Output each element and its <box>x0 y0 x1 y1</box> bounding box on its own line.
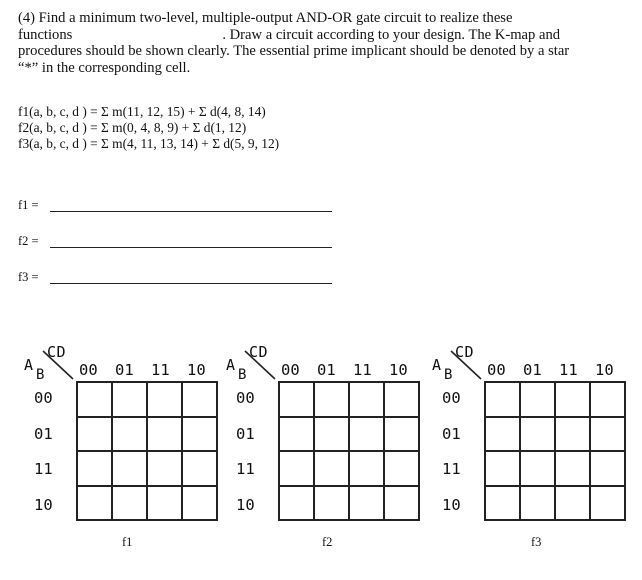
answer-f2-label: f2 = <box>18 234 39 248</box>
function-f3: f3(a, b, c, d ) = Σ m(4, 11, 13, 14) + Σ d(5, 9, 12) <box>18 136 280 151</box>
kmap-a-label: A <box>432 356 442 374</box>
kmap-cell[interactable] <box>315 383 350 418</box>
kmap-grid <box>484 381 626 521</box>
kmap-cell[interactable] <box>486 452 521 487</box>
kmap-cell[interactable] <box>78 452 113 487</box>
redacted-region <box>72 29 222 39</box>
kmap-cell[interactable] <box>486 418 521 453</box>
kmap-cell[interactable] <box>385 452 420 487</box>
kmap-col-header: 11 <box>151 361 170 379</box>
kmap-row-header: 11 <box>34 460 53 478</box>
kmap-col-header: 10 <box>389 361 408 379</box>
kmap-cd-label: CD <box>47 343 67 361</box>
problem-line-4: “*” in the corresponding cell. <box>18 59 191 76</box>
kmap-cell[interactable] <box>315 487 350 522</box>
answer-f3-blank-line[interactable] <box>50 283 332 284</box>
kmap-cell[interactable] <box>521 383 556 418</box>
function-definitions <box>18 104 279 152</box>
kmap-cell[interactable] <box>591 383 626 418</box>
kmap-cell[interactable] <box>556 418 591 453</box>
kmap-cell[interactable] <box>385 487 420 522</box>
kmap-cd-label: CD <box>249 343 269 361</box>
kmap-cell[interactable] <box>486 487 521 522</box>
kmap-cell[interactable] <box>113 452 148 487</box>
kmap-cell[interactable] <box>385 418 420 453</box>
kmap-col-header: 00 <box>487 361 506 379</box>
kmap-cell[interactable] <box>591 487 626 522</box>
kmap-a-label: A <box>226 356 236 374</box>
problem-line-1: (4) Find a minimum two-level, multiple-output AND-OR gate circuit to realize these <box>18 10 513 26</box>
kmap-cell[interactable] <box>591 452 626 487</box>
answer-f1-label: f1 = <box>18 198 39 212</box>
kmap-cell[interactable] <box>183 487 218 522</box>
kmap-cell[interactable] <box>521 418 556 453</box>
kmap-col-header: 10 <box>595 361 614 379</box>
kmap-cell[interactable] <box>385 383 420 418</box>
kmap-cell[interactable] <box>280 452 315 487</box>
kmap-cell[interactable] <box>350 383 385 418</box>
kmap-cell[interactable] <box>280 487 315 522</box>
kmap-cell[interactable] <box>591 418 626 453</box>
answer-f3-label: f3 = <box>18 270 39 284</box>
kmap-a-label: A <box>24 356 34 374</box>
kmap-cell[interactable] <box>183 383 218 418</box>
kmap-col-header: 01 <box>115 361 134 379</box>
kmap-cell[interactable] <box>350 418 385 453</box>
kmap-grid <box>278 381 420 521</box>
kmap-f2-caption: f2 <box>322 535 333 549</box>
problem-line-2-start: functions <box>18 26 73 43</box>
kmap-cell[interactable] <box>486 383 521 418</box>
kmap-cell[interactable] <box>78 383 113 418</box>
kmap-row-header: 00 <box>236 389 255 407</box>
problem-line-2-end: . Draw a circuit according to your design. The K-map and <box>222 26 561 43</box>
kmap-cell[interactable] <box>556 452 591 487</box>
kmap-cell[interactable] <box>148 383 183 418</box>
answer-f2 <box>18 234 39 249</box>
kmap-col-header: 01 <box>523 361 542 379</box>
kmap-col-header: 00 <box>79 361 98 379</box>
kmap-row-header: 01 <box>34 425 53 443</box>
kmap-cell[interactable] <box>183 418 218 453</box>
kmap-cell[interactable] <box>556 487 591 522</box>
kmap-b-label: B <box>444 367 453 383</box>
kmap-row-header: 11 <box>236 460 255 478</box>
kmap-f3-caption: f3 <box>531 535 542 549</box>
kmap-row-header: 01 <box>236 425 255 443</box>
kmap-cell[interactable] <box>350 452 385 487</box>
problem-statement <box>18 10 630 76</box>
kmap-f3 <box>428 343 633 553</box>
kmap-cell[interactable] <box>521 452 556 487</box>
kmap-cell[interactable] <box>315 418 350 453</box>
kmap-cell[interactable] <box>78 418 113 453</box>
problem-line-2 <box>18 27 630 44</box>
kmap-cell[interactable] <box>315 452 350 487</box>
kmap-cell[interactable] <box>521 487 556 522</box>
kmap-cell[interactable] <box>280 418 315 453</box>
kmap-row-header: 01 <box>442 425 461 443</box>
kmap-cell[interactable] <box>148 452 183 487</box>
kmap-col-header: 11 <box>353 361 372 379</box>
kmap-row-header: 10 <box>442 496 461 514</box>
kmap-row-header: 00 <box>34 389 53 407</box>
kmap-cell[interactable] <box>556 383 591 418</box>
kmap-cell[interactable] <box>183 452 218 487</box>
answer-f2-blank-line[interactable] <box>50 247 332 248</box>
kmap-row-header: 11 <box>442 460 461 478</box>
kmap-col-header: 11 <box>559 361 578 379</box>
kmap-col-header: 01 <box>317 361 336 379</box>
kmap-col-header: 00 <box>281 361 300 379</box>
kmap-b-label: B <box>238 367 247 383</box>
kmap-cell[interactable] <box>113 383 148 418</box>
answer-f1-blank-line[interactable] <box>50 211 332 212</box>
kmap-cell[interactable] <box>113 487 148 522</box>
kmap-f1-caption: f1 <box>122 535 133 549</box>
kmap-b-label: B <box>36 367 45 383</box>
kmap-cell[interactable] <box>78 487 113 522</box>
function-f1: f1(a, b, c, d ) = Σ m(11, 12, 15) + Σ d(4, 8, 14) <box>18 104 266 119</box>
kmap-cell[interactable] <box>148 487 183 522</box>
problem-line-3: procedures should be shown clearly. The essential prime implicant should be denoted by a star <box>18 43 570 59</box>
function-f2: f2(a, b, c, d ) = Σ m(0, 4, 8, 9) + Σ d(1, 12) <box>18 120 247 135</box>
kmap-cell[interactable] <box>113 418 148 453</box>
answer-f1 <box>18 198 39 213</box>
kmap-cell[interactable] <box>148 418 183 453</box>
kmap-row-header: 10 <box>34 496 53 514</box>
kmap-col-header: 10 <box>187 361 206 379</box>
kmap-cell[interactable] <box>350 487 385 522</box>
kmap-cell[interactable] <box>280 383 315 418</box>
kmap-row-header: 00 <box>442 389 461 407</box>
answer-f3 <box>18 270 39 285</box>
kmap-f1 <box>20 343 225 553</box>
kmap-cd-label: CD <box>455 343 475 361</box>
kmap-grid <box>76 381 218 521</box>
kmap-row-header: 10 <box>236 496 255 514</box>
kmap-f2 <box>222 343 427 553</box>
